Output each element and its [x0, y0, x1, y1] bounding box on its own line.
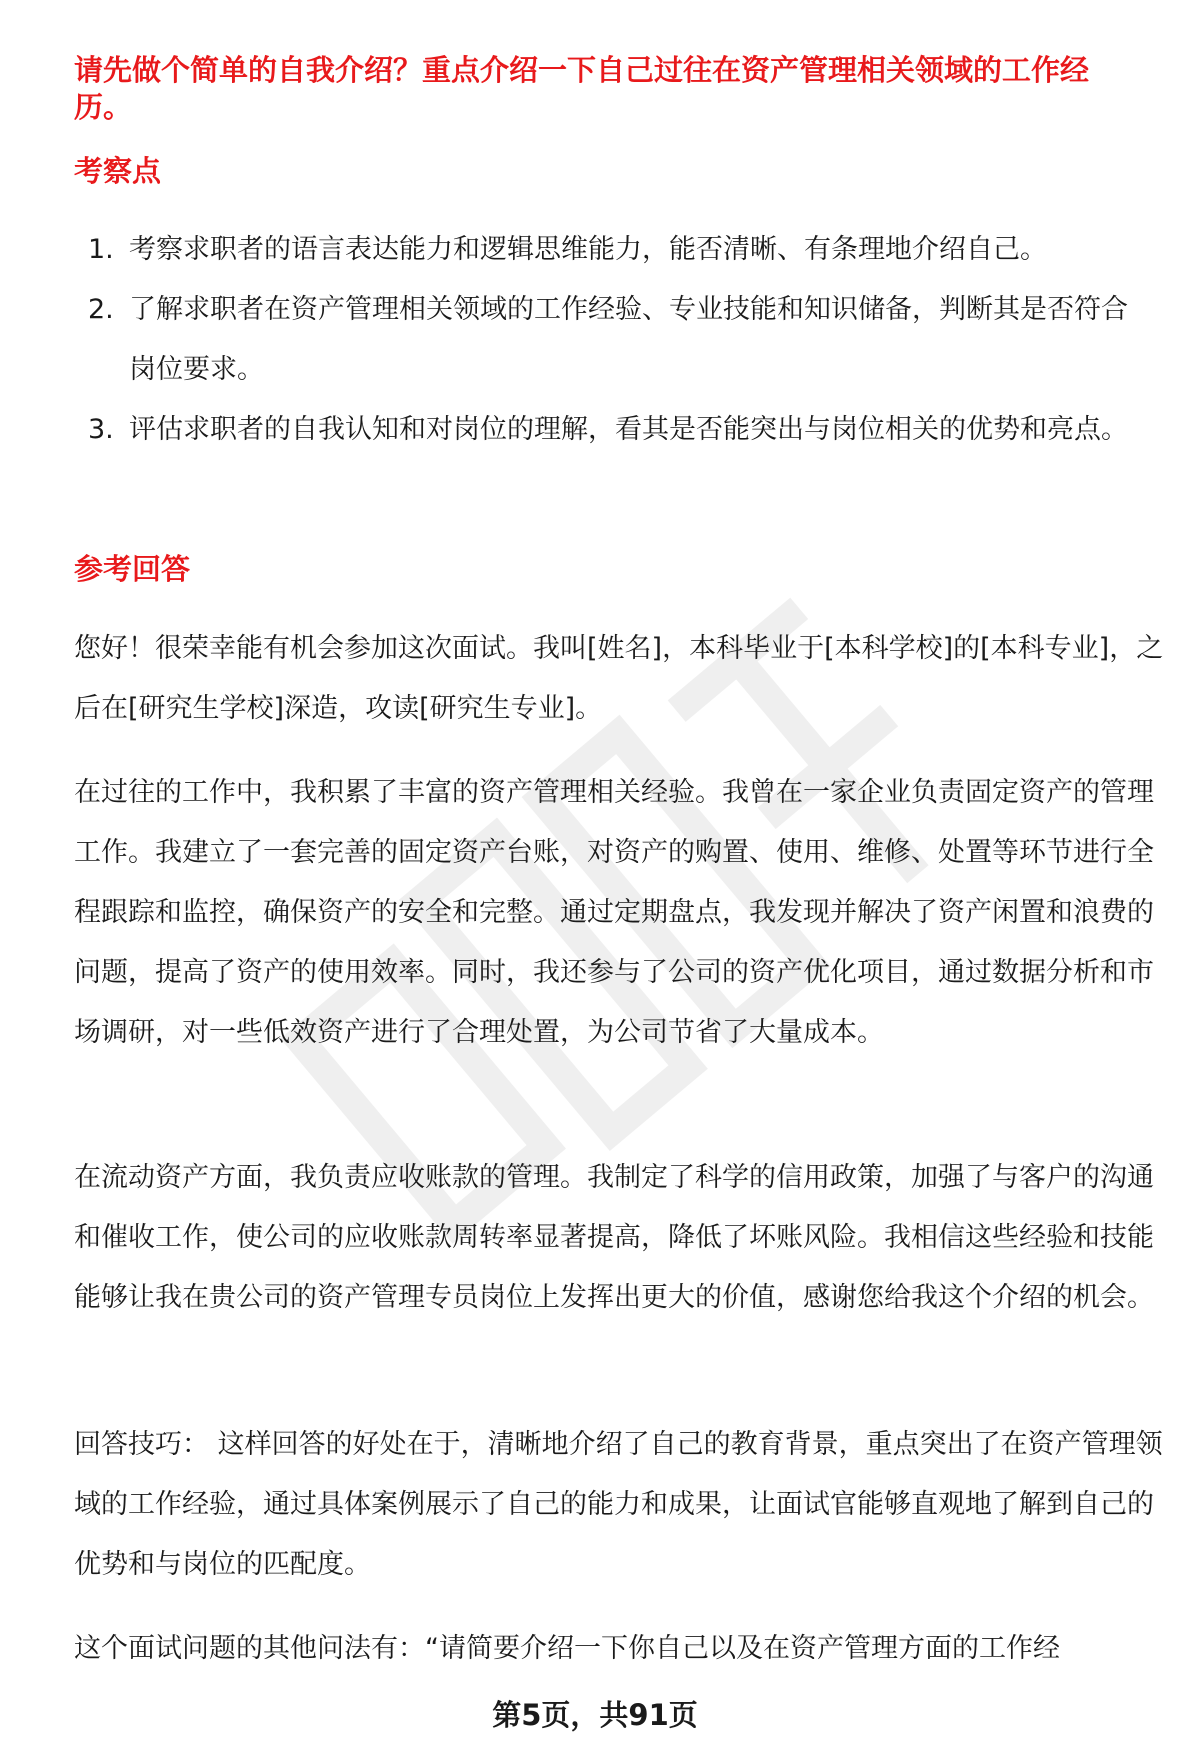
question-title: 请先做个简单的自我介绍？重点介绍一下自己过往在资产管理相关领域的工作经历。 [74, 53, 1090, 124]
answer-paragraph-current-assets: 在流动资产方面，我负责应收账款的管理。我制定了科学的信用政策，加强了与客户的沟通和催收工作，使公司的应收账款周转率显著提高，降低了坏账风险。我相信这些经验和技能能够让我在贵公司的资产管理专员岗位上发挥出更大的价值，感谢您给我这个介绍的机会。 [74, 1162, 1154, 1313]
list-item-text: 评估求职者的自我认知和对岗位的理解，看其是否能突出与岗位相关的优势和亮点。 [129, 414, 1128, 445]
answer-tips-paragraph: 回答技巧： 这样回答的好处在于，清晰地介绍了自己的教育背景，重点突出了在资产管理领域的工作经验，通过具体案例展示了自己的能力和成果，让面试官能够直观地了解到自己的优势和与岗位的匹配度。 [74, 1429, 1163, 1580]
answer-heading: 参考回答 [74, 552, 191, 586]
list-item-text: 考察求职者的语言表达能力和逻辑思维能力，能否清晰、有条理地介绍自己。 [129, 234, 1047, 265]
kaocha-heading: 考察点 [74, 154, 162, 188]
page-number-footer: 第5页，共91页 [0, 1695, 1190, 1735]
list-item-number: 1. [88, 234, 114, 265]
list-item-text: 了解求职者在资产管理相关领域的工作经验、专业技能和知识储备，判断其是否符合岗位要求。 [129, 294, 1128, 385]
list-item-number: 3. [88, 414, 114, 445]
list-item [74, 280, 1154, 400]
answer-paragraph-intro: 您好！很荣幸能有机会参加这次面试。我叫[姓名]，本科毕业于[本科学校]的[本科专业]，之后在[研究生学校]深造，攻读[研究生专业]。 [74, 633, 1164, 724]
answer-paragraph-experience: 在过往的工作中，我积累了丰富的资产管理相关经验。我曾在一家企业负责固定资产的管理工作。我建立了一套完善的固定资产台账，对资产的购置、使用、维修、处置等环节进行全程跟踪和监控，确保资产的安全和完整。通过定期盘点，我发现并解决了资产闲置和浪费的问题，提高了资产的使用效率。同时，我还参与了公司的资产优化项目，通过数据分析和市场调研，对一些低效资产进行了合理处置，为公司节省了大量成本。 [74, 777, 1154, 1048]
list-item-number: 2. [88, 294, 114, 325]
list-item [74, 400, 1154, 460]
list-item [74, 220, 1154, 280]
alternative-questions-paragraph: 这个面试问题的其他问法有：“请简要介绍一下你自己以及在资产管理方面的工作经 [74, 1633, 1060, 1664]
kaocha-list [74, 220, 1154, 460]
